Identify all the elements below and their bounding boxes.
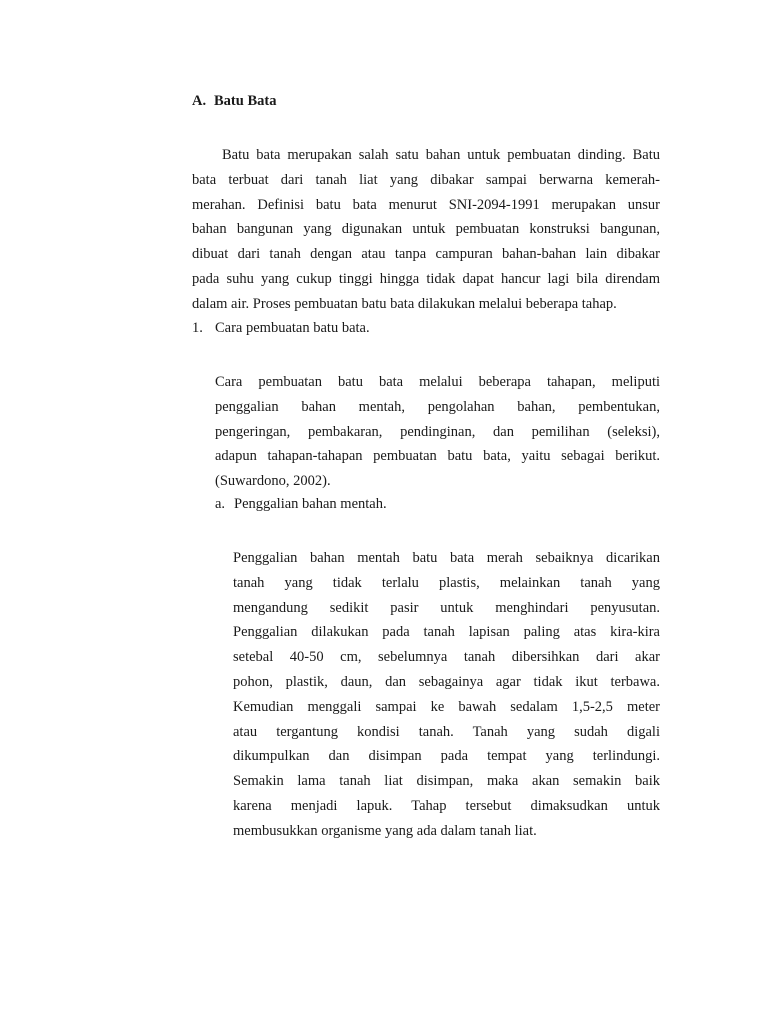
sub-list-item-label: Penggalian bahan mentah. bbox=[234, 496, 387, 512]
paragraph-line: karena menjadi lapuk. Tahap tersebut dimaksudkan untuk bbox=[233, 797, 660, 814]
paragraph-line: bahan bangunan yang digunakan untuk pembuatan konstruksi bangunan, bbox=[192, 221, 660, 238]
paragraph-line: atau tergantung kondisi tanah. Tanah yang sudah digali bbox=[233, 723, 660, 740]
paragraph-line: Semakin lama tanah liat disimpan, maka akan semakin baik bbox=[233, 773, 660, 790]
sub-list-marker: a. bbox=[215, 496, 226, 512]
paragraph-line: Kemudian menggali sampai ke bawah sedalam 1,5-2,5 meter bbox=[233, 698, 660, 715]
paragraph-line: pohon, plastik, daun, dan sebagainya agar tidak ikut terbawa. bbox=[233, 673, 660, 690]
sub-item-a-paragraph bbox=[233, 546, 660, 844]
paragraph-line: bata terbuat dari tanah liat yang dibakar sampai berwarna kemerah- bbox=[192, 171, 660, 188]
paragraph-line: dikumpulkan dan disimpan pada tempat yang terlindungi. bbox=[233, 748, 660, 765]
paragraph-line: membusukkan organisme yang ada dalam tanah liat. bbox=[233, 822, 537, 839]
paragraph-line: merahan. Definisi batu bata menurut SNI-2094-1991 merupakan unsur bbox=[192, 196, 660, 213]
paragraph-line: setebal 40-50 cm, sebelumnya tanah dibersihkan dari akar bbox=[233, 649, 660, 666]
sub-list-item-a bbox=[215, 496, 387, 513]
paragraph-line: dibuat dari tanah dengan atau tanpa campuran bahan-bahan lain dibakar bbox=[192, 246, 660, 263]
section-number: A. bbox=[192, 93, 207, 109]
paragraph-line: dalam air. Proses pembuatan batu bata dilakukan melalui beberapa tahap. bbox=[192, 295, 617, 312]
paragraph-line: penggalian bahan mentah, pengolahan bahan, pembentukan, bbox=[215, 398, 660, 415]
paragraph-line: (Suwardono, 2002). bbox=[215, 473, 331, 490]
section-heading bbox=[192, 93, 276, 110]
section-title: Batu Bata bbox=[214, 93, 277, 109]
paragraph-line: tanah yang tidak terlalu plastis, melainkan tanah yang bbox=[233, 574, 660, 591]
paragraph-line: adapun tahapan-tahapan pembuatan batu bata, yaitu sebagai berikut. bbox=[215, 448, 660, 465]
paragraph-line: pada suhu yang cukup tinggi hingga tidak dapat hancur lagi bila direndam bbox=[192, 270, 660, 287]
list-item-1 bbox=[192, 320, 370, 337]
intro-paragraph bbox=[192, 143, 660, 317]
list-item-label: Cara pembuatan batu bata. bbox=[215, 320, 370, 336]
list-marker: 1. bbox=[192, 320, 203, 336]
paragraph-line: Penggalian bahan mentah batu bata merah sebaiknya dicarikan bbox=[233, 550, 660, 566]
paragraph-line: pengeringan, pembakaran, pendinginan, dan pemilihan (seleksi), bbox=[215, 423, 660, 440]
paragraph-line: Cara pembuatan batu bata melalui beberapa tahapan, meliputi bbox=[215, 374, 660, 390]
paragraph-line: Batu bata merupakan salah satu bahan untuk pembuatan dinding. Batu bbox=[222, 147, 660, 163]
paragraph-line: Penggalian dilakukan pada tanah lapisan paling atas kira-kira bbox=[233, 624, 660, 641]
item1-paragraph bbox=[215, 370, 660, 494]
paragraph-line: mengandung sedikit pasir untuk menghindari penyusutan. bbox=[233, 599, 660, 616]
